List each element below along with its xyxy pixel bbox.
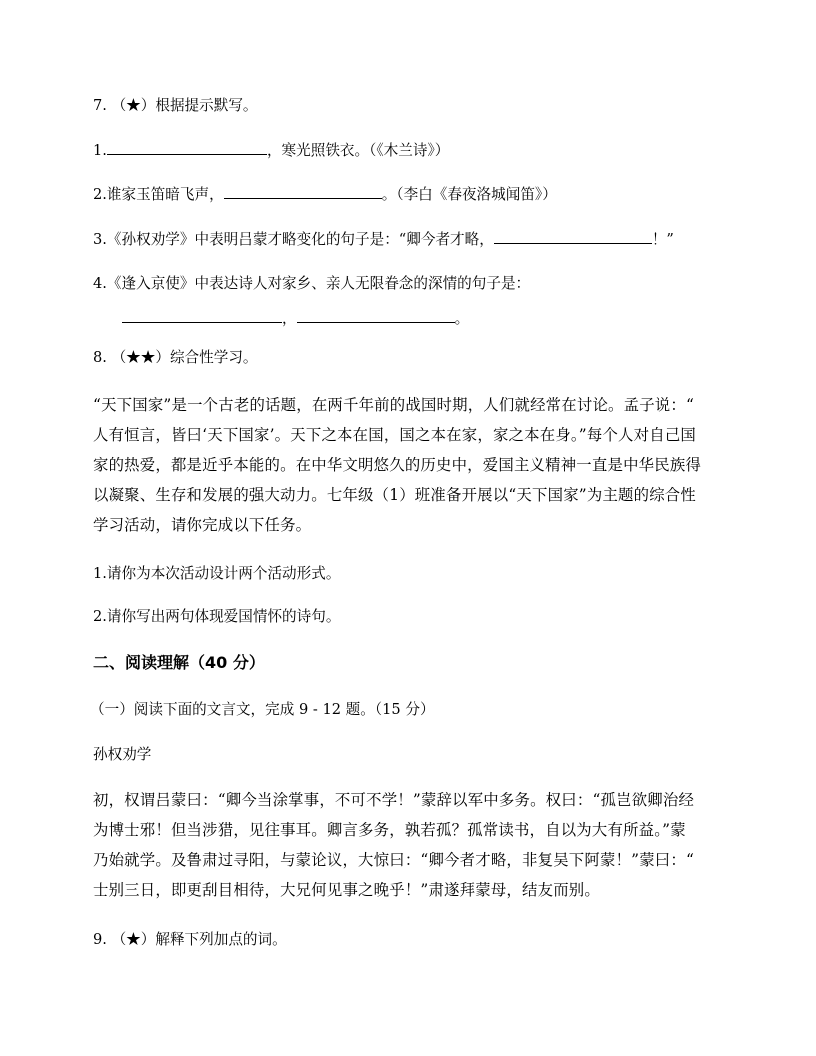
passage-line: 初，权谓吕蒙曰：“卿今当涂掌事，不可不学！”蒙辞以军中多务。权曰：“孤岂欲卿治经 — [93, 791, 695, 809]
q8-task-1: 1.请你为本次活动设计两个活动形式。 — [93, 565, 341, 582]
question-9-title: 9. （★）解释下列加点的词。 — [93, 931, 287, 948]
reading-sub-heading: （一）阅读下面的文言文，完成 9 - 12 题。（15 分） — [90, 701, 435, 718]
q7-item-1-text: ，寒光照铁衣。（《木兰诗》） — [266, 142, 450, 159]
q7-item-1 — [93, 140, 449, 161]
q7-item-3 — [93, 229, 674, 250]
fill-in-blank[interactable] — [122, 308, 282, 323]
question-7-title: 7. （★）根据提示默写。 — [93, 97, 258, 114]
q7-item-2 — [93, 184, 557, 205]
fill-in-blank[interactable] — [494, 229, 652, 244]
q8-paragraph — [93, 390, 725, 540]
q7-item-3-text-after: ！” — [651, 231, 674, 248]
passage-line: 士别三日，即更刮目相待，大兄何见事之晚乎！”肃遂拜蒙母，结友而别。 — [93, 881, 600, 899]
q7-item-2-text-after: 。（李白《春夜洛城闻笛》） — [381, 186, 557, 203]
section-2-heading: 二、阅读理解（40 分） — [93, 653, 265, 672]
q7-item-1-number: 1. — [93, 142, 107, 159]
paragraph-line: 学习活动，请你完成以下任务。 — [93, 516, 312, 534]
passage-title: 孙权劝学 — [93, 746, 152, 763]
q7-item-3-text-before: 3.《孙权劝学》中表明吕蒙才略变化的句子是：“卿今者才略， — [93, 231, 494, 248]
fill-in-blank[interactable] — [107, 140, 267, 155]
q7-item-4-blanks — [122, 308, 469, 329]
paragraph-line: 人有恒言，皆曰‘天下国家’。天下之本在国，国之本在家，家之本在身。”每个人对自己国 — [93, 426, 696, 444]
paragraph-line: “天下国家”是一个古老的话题，在两千年前的战国时期，人们就经常在讨论。孟子说：“ — [93, 396, 695, 414]
question-8-title: 8. （★★）综合性学习。 — [93, 349, 258, 366]
q7-item-4-comma: ， — [282, 310, 297, 327]
q7-item-2-text-before: 2.谁家玉笛暗飞声， — [93, 186, 224, 203]
q7-item-4-end: 。 — [454, 310, 470, 327]
fill-in-blank[interactable] — [224, 184, 382, 199]
passage-line: 乃始就学。及鲁肃过寻阳，与蒙论议，大惊曰：“卿今者才略，非复吴下阿蒙！”蒙曰：“ — [93, 851, 695, 869]
classical-passage — [93, 785, 725, 905]
passage-line: 为博士邪！但当涉猎，见往事耳。卿言多务，孰若孤？孤常读书，自以为大有所益。”蒙 — [93, 821, 686, 839]
q8-task-2: 2.请你写出两句体现爱国情怀的诗句。 — [93, 608, 341, 625]
q7-item-4: 4.《逢入京使》中表达诗人对家乡、亲人无限眷念的深情的句子是： — [93, 275, 531, 292]
paragraph-line: 家的热爱，都是近乎本能的。在中华文明悠久的历史中，爱国主义精神一直是中华民族得 — [93, 456, 702, 474]
fill-in-blank[interactable] — [297, 308, 455, 323]
paragraph-line: 以凝聚、生存和发展的强大动力。七年级（1）班准备开展以“天下国家”为主题的综合性 — [93, 486, 696, 504]
